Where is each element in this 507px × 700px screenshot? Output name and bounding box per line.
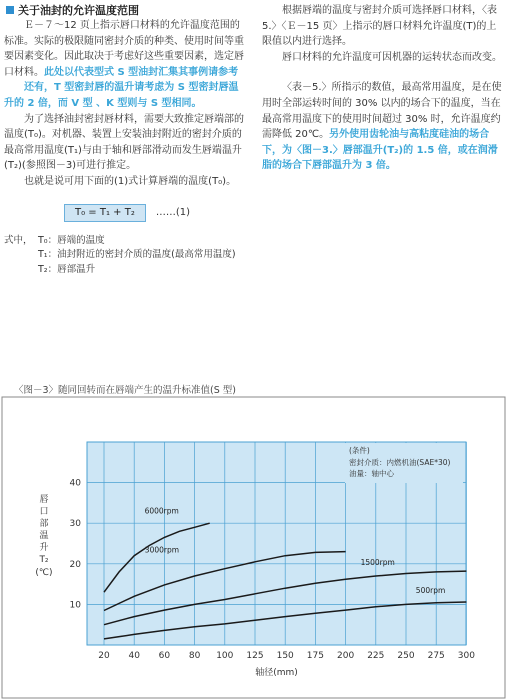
y-axis-label-char: 口 — [39, 507, 49, 517]
x-tick-label: 275 — [427, 651, 445, 661]
x-tick-label: 300 — [457, 651, 475, 661]
where-sym: T₁： — [38, 249, 58, 261]
x-tick-label: 60 — [158, 651, 171, 661]
formula-number: ……(1) — [155, 206, 191, 218]
where-desc: 唇端的温度 — [57, 234, 105, 246]
y-axis-label-char: 温 — [39, 531, 49, 541]
x-tick-label: 100 — [216, 651, 234, 661]
where-sym: T₂： — [38, 263, 58, 275]
highlight-text: 还有，T 型密封唇的温升请考虑为 S 型密封唇温升的 2 倍，而 V 型 、K 型则与 S 型相同。 — [4, 82, 239, 109]
paragraph — [4, 18, 246, 80]
paragraph — [4, 112, 246, 174]
temperature-rise-chart — [0, 396, 507, 700]
paragraph — [262, 3, 504, 50]
y-axis-label-unit: (℃) — [35, 568, 53, 578]
where-desc: 唇部温升 — [57, 263, 96, 275]
formula-lhs: T₀ — [75, 206, 86, 218]
y-tick-label: 40 — [69, 478, 81, 489]
where-intro: 式中， — [4, 234, 33, 246]
highlight-text: 此处以代表型式 S 型油封汇集其事例请参考 — [44, 66, 239, 78]
where-sym: T₀： — [38, 234, 58, 246]
paragraph-text: 唇口材料的允许温度可因机器的运转状态而改变。 — [282, 51, 502, 63]
figure-caption: 〈图－3〉随同回转而在唇端产生的温升标准值(S 型) — [14, 385, 237, 396]
paragraph-text: 为了选择油封密封唇材料，需要大致推定唇端部的温度(T₀)。对机器、装置上安装油封附近的密封介质的最高常用温度(T₁)与由于轴和唇部滑动而发生唇端温升(T₂)(参照图－3)可进行推定。 — [4, 113, 244, 172]
y-tick-label: 20 — [69, 559, 81, 570]
x-tick-label: 200 — [337, 651, 355, 661]
x-tick-label: 125 — [246, 651, 264, 661]
legend-line: 油量：轴中心 — [349, 469, 394, 478]
right-column — [262, 3, 504, 174]
formula-rhs: T₁ + T₂ — [99, 206, 135, 218]
x-tick-label: 225 — [367, 651, 385, 661]
section-title: 关于油封的允许温度范围 — [18, 4, 139, 17]
paragraph-text: Ｅ－７～12 页上指示唇口材料的允许温度范围的标准。实际的极限随同密封介质的种类、使用时间等重要因素变化。因此取决于考虑好这些重要因素，选定唇口材料。 — [4, 20, 244, 78]
x-tick-label: 40 — [128, 651, 140, 661]
series-label: 500rpm — [415, 585, 446, 595]
legend-title: (条件) — [349, 446, 370, 455]
where-desc: 油封附近的密封介质的温度(最高常用温度) — [57, 249, 236, 261]
paragraph — [4, 80, 246, 111]
paragraph-text: 根据唇端的温度与密封介质可选择唇口材料，〈表 5.〉〈Ｅ－15 页〉上指示的唇口材料允许温度(T)的上限值以内进行选择。 — [262, 5, 497, 48]
series-label: 6000rpm — [144, 506, 179, 516]
y-axis-label-char: 升 — [39, 543, 49, 553]
y-tick-label: 10 — [69, 600, 81, 611]
paragraph — [262, 50, 504, 66]
series-label: 1500rpm — [360, 558, 395, 568]
formula-row — [64, 204, 246, 222]
paragraph-text: 也就是说可用下面的(1)式计算唇端的温度(T₀)。 — [24, 175, 237, 187]
x-tick-label: 80 — [188, 651, 201, 661]
y-axis-label-symbol: T₂ — [39, 555, 49, 565]
formula-legend — [4, 234, 246, 278]
y-axis-label-char: 唇 — [39, 495, 49, 505]
x-tick-label: 175 — [306, 651, 324, 661]
x-tick-label: 20 — [98, 651, 110, 661]
series-label: 3000rpm — [144, 545, 180, 555]
left-column — [4, 3, 246, 277]
bullet-square-icon — [6, 6, 14, 14]
x-axis-label: 轴径(mm) — [255, 668, 298, 678]
paragraph-text: 〈表－5.〉所指示的数值，最高常用温度，是在使用时全部运转时间的 30% 以内的场合下的温度，当在最高常用温度下的使用时间超过 30% 时，允许温度约需降低 20℃。 — [262, 82, 502, 141]
x-tick-label: 150 — [276, 651, 294, 661]
highlight-text: 另外使用齿轮油与高粘度硅油的场合下，为〈图－3.〉唇部温升(T₂)的 1.5 倍，或在润滑脂的场合下唇部温升为 3 倍。 — [262, 129, 498, 172]
paragraph — [262, 80, 504, 174]
legend-line: 密封介质：内燃机油(SAE*30) — [349, 458, 451, 467]
paragraph — [4, 174, 246, 190]
y-tick-label: 30 — [69, 519, 81, 530]
formula-box: T₀ = T₁ + T₂ — [64, 204, 146, 222]
x-tick-label: 250 — [397, 651, 415, 661]
section-heading — [4, 3, 246, 18]
y-axis-label-char: 部 — [39, 519, 49, 529]
